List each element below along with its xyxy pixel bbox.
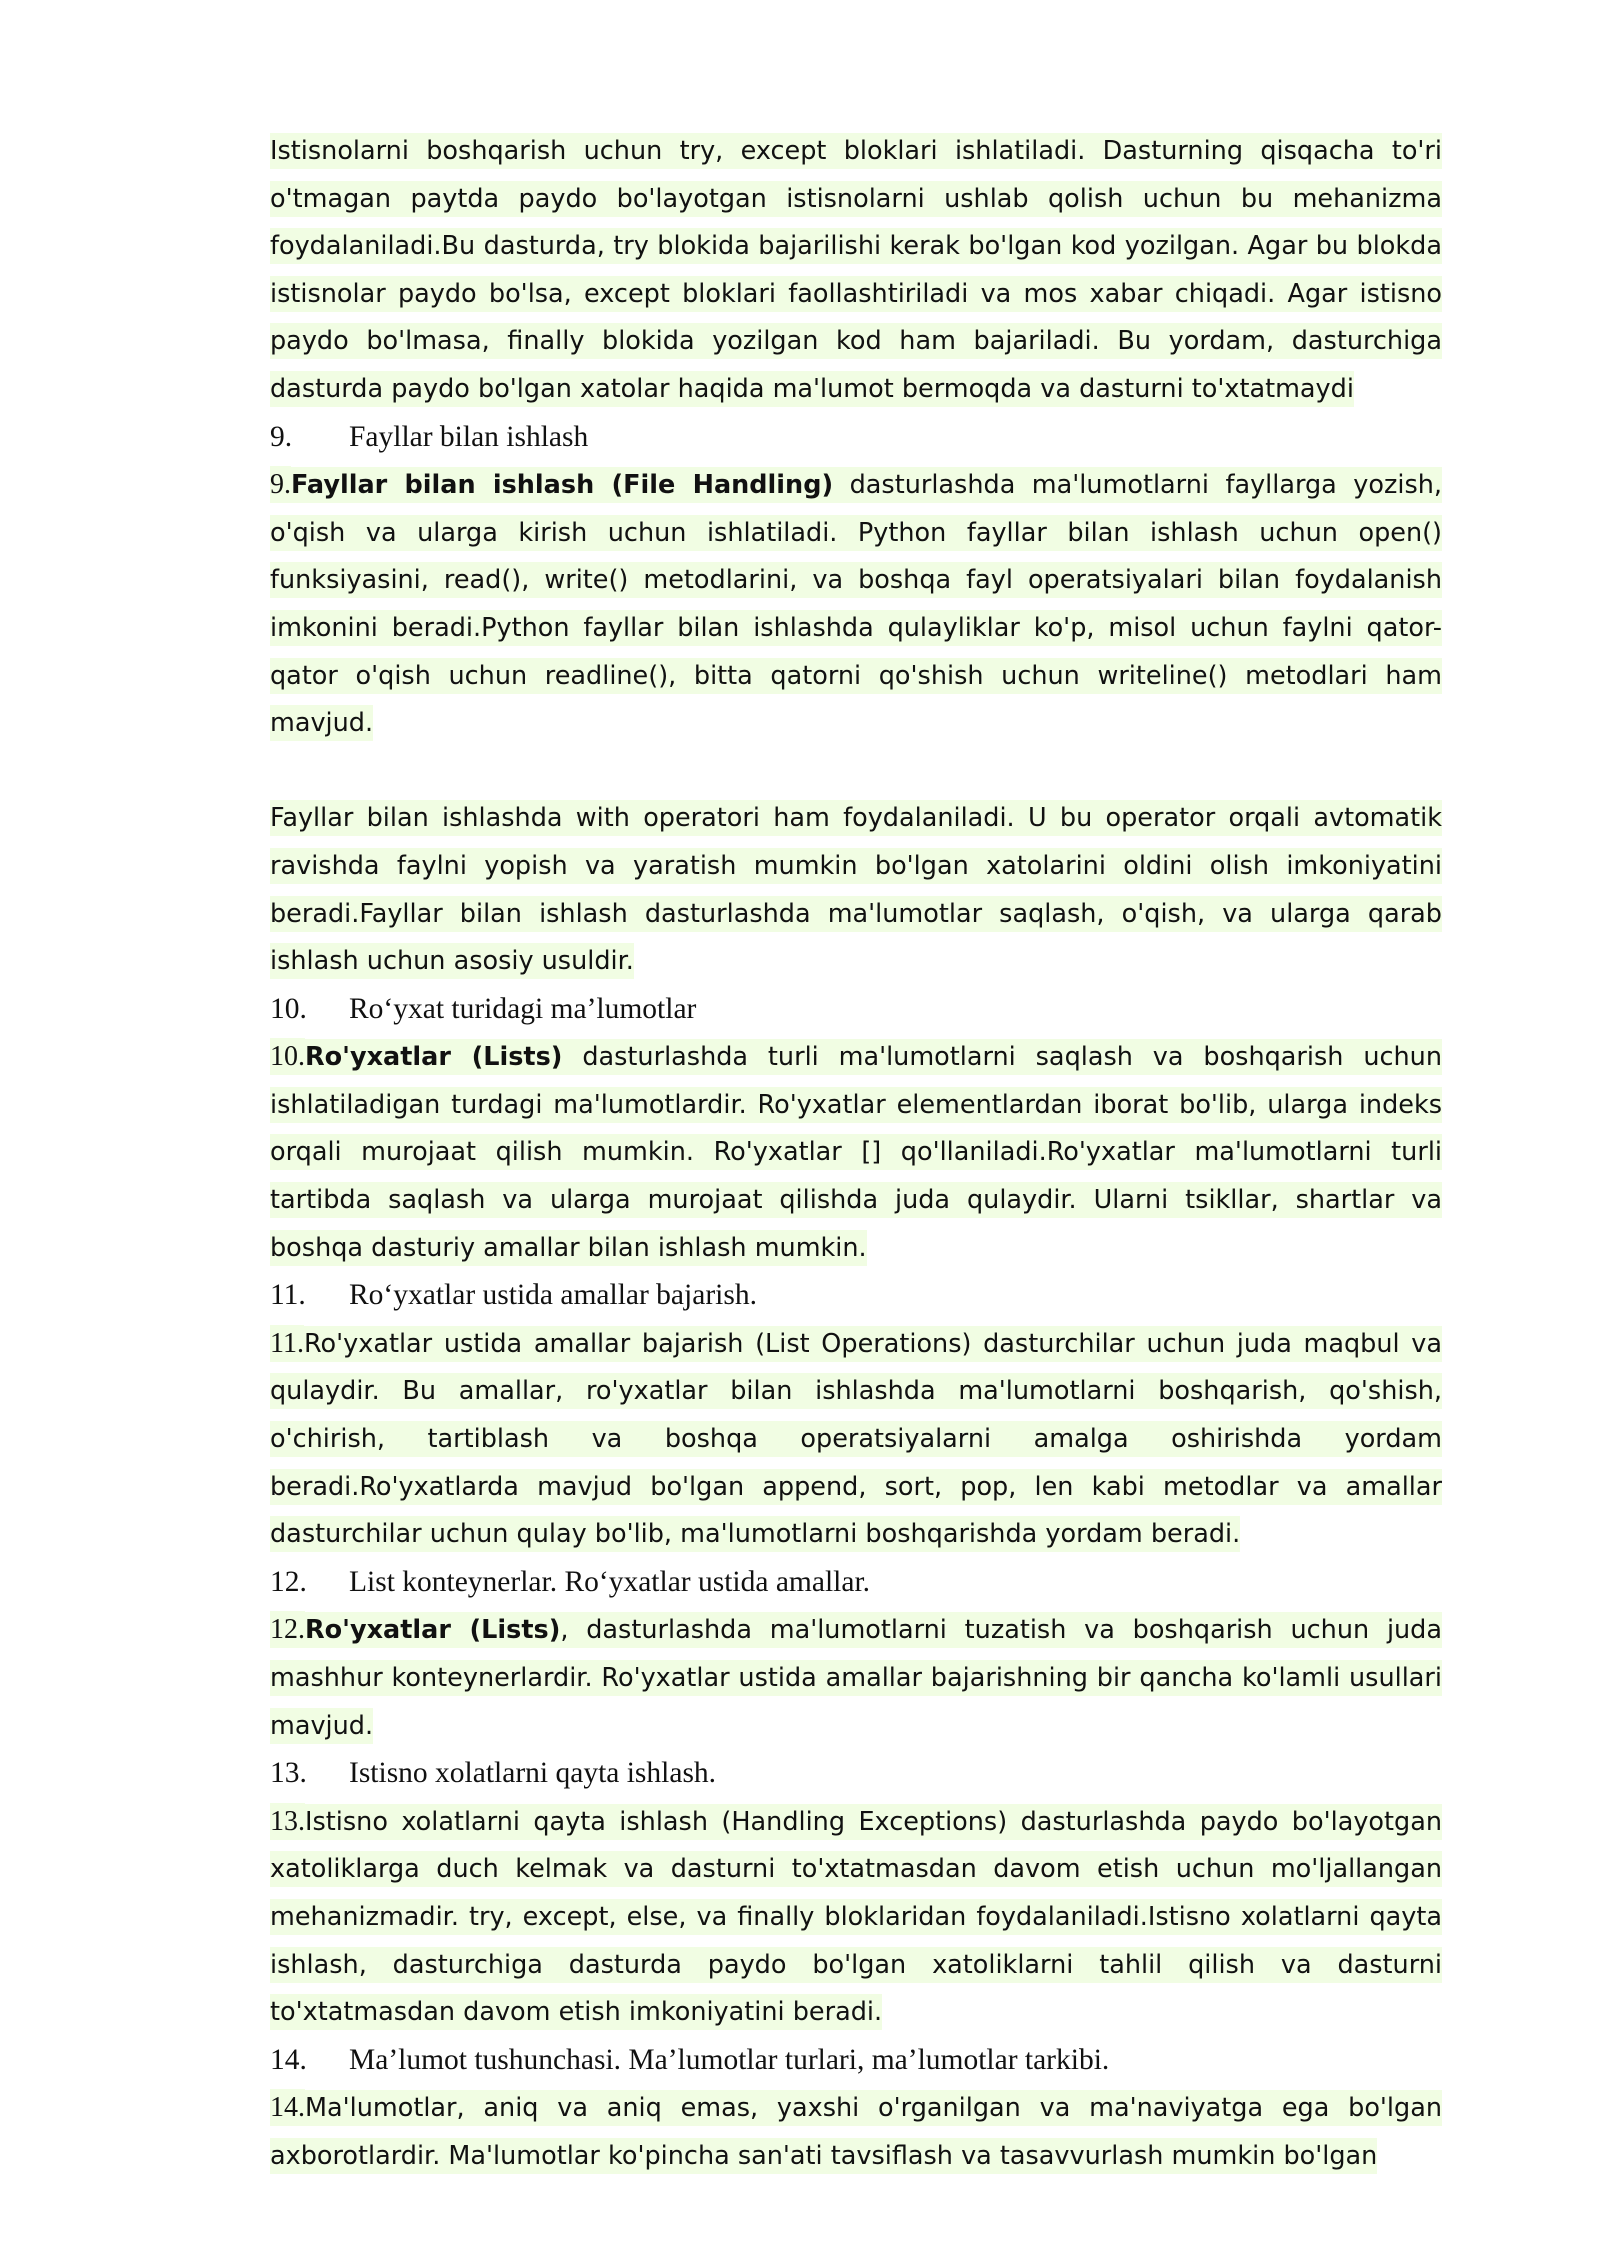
- bold-term: Ro'yxatlar (Lists): [305, 1612, 560, 1648]
- paragraph-number: 11.: [270, 1325, 304, 1362]
- section-heading: [270, 414, 1442, 462]
- paragraph: [270, 1320, 1442, 1559]
- heading-number: 13.: [270, 1757, 307, 1790]
- heading-text: Ro‘yxatlar ustida amallar bajarish.: [349, 1279, 757, 1312]
- paragraph-text: Istisno xolatlarni qayta ishlash (Handling Exceptions) dasturlashda paydo bo'layotgan xatoliklarga duch kelmak va dasturni to'xtatmasdan davom etish uchun mo'ljallangan mehanizmadir. try, except, else, va finally bloklaridan foydalaniladi.Istisno xolatlarni qayta ishlash, dasturchiga dasturda paydo bo'lgan xatoliklarni tahlil qilish va dasturni to'xtatmasdan davom etish imkoniyatini beradi.: [270, 1804, 1442, 2030]
- paragraph: [270, 795, 1442, 985]
- heading-text: Fayllar bilan ishlash: [349, 420, 589, 453]
- heading-number: 12.: [270, 1565, 307, 1598]
- section-heading: [270, 1750, 1442, 1798]
- paragraph: [270, 461, 1442, 748]
- section-heading: [270, 1559, 1442, 1607]
- paragraph-number: 10.: [270, 1038, 305, 1075]
- bold-term: Ro'yxatlar (Lists): [305, 1039, 562, 1075]
- heading-text: Istisno xolatlarni qayta ishlash.: [349, 1757, 717, 1790]
- document-body: [270, 128, 1442, 2181]
- heading-number: 11.: [270, 1279, 306, 1312]
- heading-number: 9.: [270, 420, 293, 453]
- section-heading: [270, 986, 1442, 1034]
- section-heading: [270, 2037, 1442, 2085]
- blank-line: [270, 748, 1442, 796]
- heading-text: List konteynerlar. Ro‘yxatlar ustida amallar.: [349, 1565, 871, 1598]
- paragraph-text: , dasturlashda ma'lumotlarni tuzatish va boshqarish uchun juda mashhur konteynerlardir. Ro'yxatlar ustida amallar bajarishning bir qancha ko'lamli usullari mavjud.: [270, 1612, 1442, 1743]
- paragraph: [270, 1033, 1442, 1272]
- heading-number: 14.: [270, 2043, 307, 2076]
- paragraph-text: Ro'yxatlar ustida amallar bajarish (List Operations) dasturchilar uchun juda maqbul va qulaydir. Bu amallar, ro'yxatlar bilan ishlashda ma'lumotlarni boshqarish, qo'shish, o'chirish, tartiblash va boshqa operatsiyalarni amalga oshirishda yordam beradi.Ro'yxatlarda mavjud bo'lgan append, sort, pop, len kabi metodlar va amallar dasturchilar uchun qulay bo'lib, ma'lumotlarni boshqarishda yordam beradi.: [270, 1326, 1442, 1552]
- heading-text: Ma’lumot tushunchasi. Ma’lumotlar turlari, ma’lumotlar tarkibi.: [349, 2043, 1110, 2076]
- bold-term: Fayllar bilan ishlash (File Handling): [291, 467, 833, 503]
- paragraph-text: Istisnolarni boshqarish uchun try, except bloklari ishlatiladi. Dasturning qisqacha to'ri o'tmagan paytda paydo bo'layotgan istisnolarni ushlab qolish uchun bu mehanizma foydalaniladi.Bu dasturda, try blokida bajarilishi kerak bo'lgan kod yozilgan. Agar bu blokda istisnolar paydo bo'lsa, except bloklari faollashtiriladi va mos xabar chiqadi. Agar istisno paydo bo'lmasa, finally blokida yozilgan kod ham bajariladi. Bu yordam, dasturchiga dasturda paydo bo'lgan xatolar haqida ma'lumot bermoqda va dasturni to'xtatmaydi: [270, 133, 1442, 407]
- paragraph: [270, 2084, 1442, 2180]
- paragraph-text: Ma'lumotlar, aniq va aniq emas, yaxshi o'rganilgan va ma'naviyatga ega bo'lgan axborotlardir. Ma'lumotlar ko'pincha san'ati tavsiflash va tasavvurlash mumkin bo'lgan: [270, 2090, 1442, 2174]
- paragraph-text: dasturlashda turli ma'lumotlarni saqlash va boshqarish uchun ishlatiladigan turdagi ma'lumotlardir. Ro'yxatlar elementlardan iborat bo'lib, ularga indeks orqali murojaat qilish mumkin. Ro'yxatlar [] qo'llaniladi.Ro'yxatlar ma'lumotlarni turli tartibda saqlash va ularga murojaat qilishda juda qulaydir. Ularni tsikllar, shartlar va boshqa dasturiy amallar bilan ishlash mumkin.: [270, 1039, 1442, 1265]
- heading-text: Ro‘yxat turidagi ma’lumotlar: [349, 992, 697, 1025]
- paragraph: [270, 1606, 1442, 1750]
- paragraph-number: 14.: [270, 2089, 305, 2126]
- heading-number: 10.: [270, 992, 307, 1025]
- paragraph-number: 9.: [270, 466, 291, 503]
- paragraph-text: dasturlashda ma'lumotlarni fayllarga yozish, o'qish va ularga kirish uchun ishlatiladi. Python fayllar bilan ishlash uchun open() funksiyasini, read(), write() metodlarini, va boshqa fayl operatsiyalari bilan foydalanish imkonini beradi.Python fayllar bilan ishlashda qulayliklar ko'p, misol uchun faylni qator-qator o'qish uchun readline(), bitta qatorni qo'shish uchun writeline() metodlari ham mavjud.: [270, 467, 1442, 741]
- section-heading: [270, 1272, 1442, 1320]
- paragraph-number: 12.: [270, 1611, 305, 1648]
- paragraph-text: Fayllar bilan ishlashda with operatori ham foydalaniladi. U bu operator orqali avtomatik ravishda faylni yopish va yaratish mumkin bo'lgan xatolarini oldini olish imkoniyatini beradi.Fayllar bilan ishlash dasturlashda ma'lumotlar saqlash, o'qish, va ularga qarab ishlash uchun asosiy usuldir.: [270, 800, 1442, 979]
- paragraph: [270, 128, 1442, 414]
- paragraph-number: 13.: [270, 1803, 305, 1840]
- paragraph: [270, 1798, 1442, 2037]
